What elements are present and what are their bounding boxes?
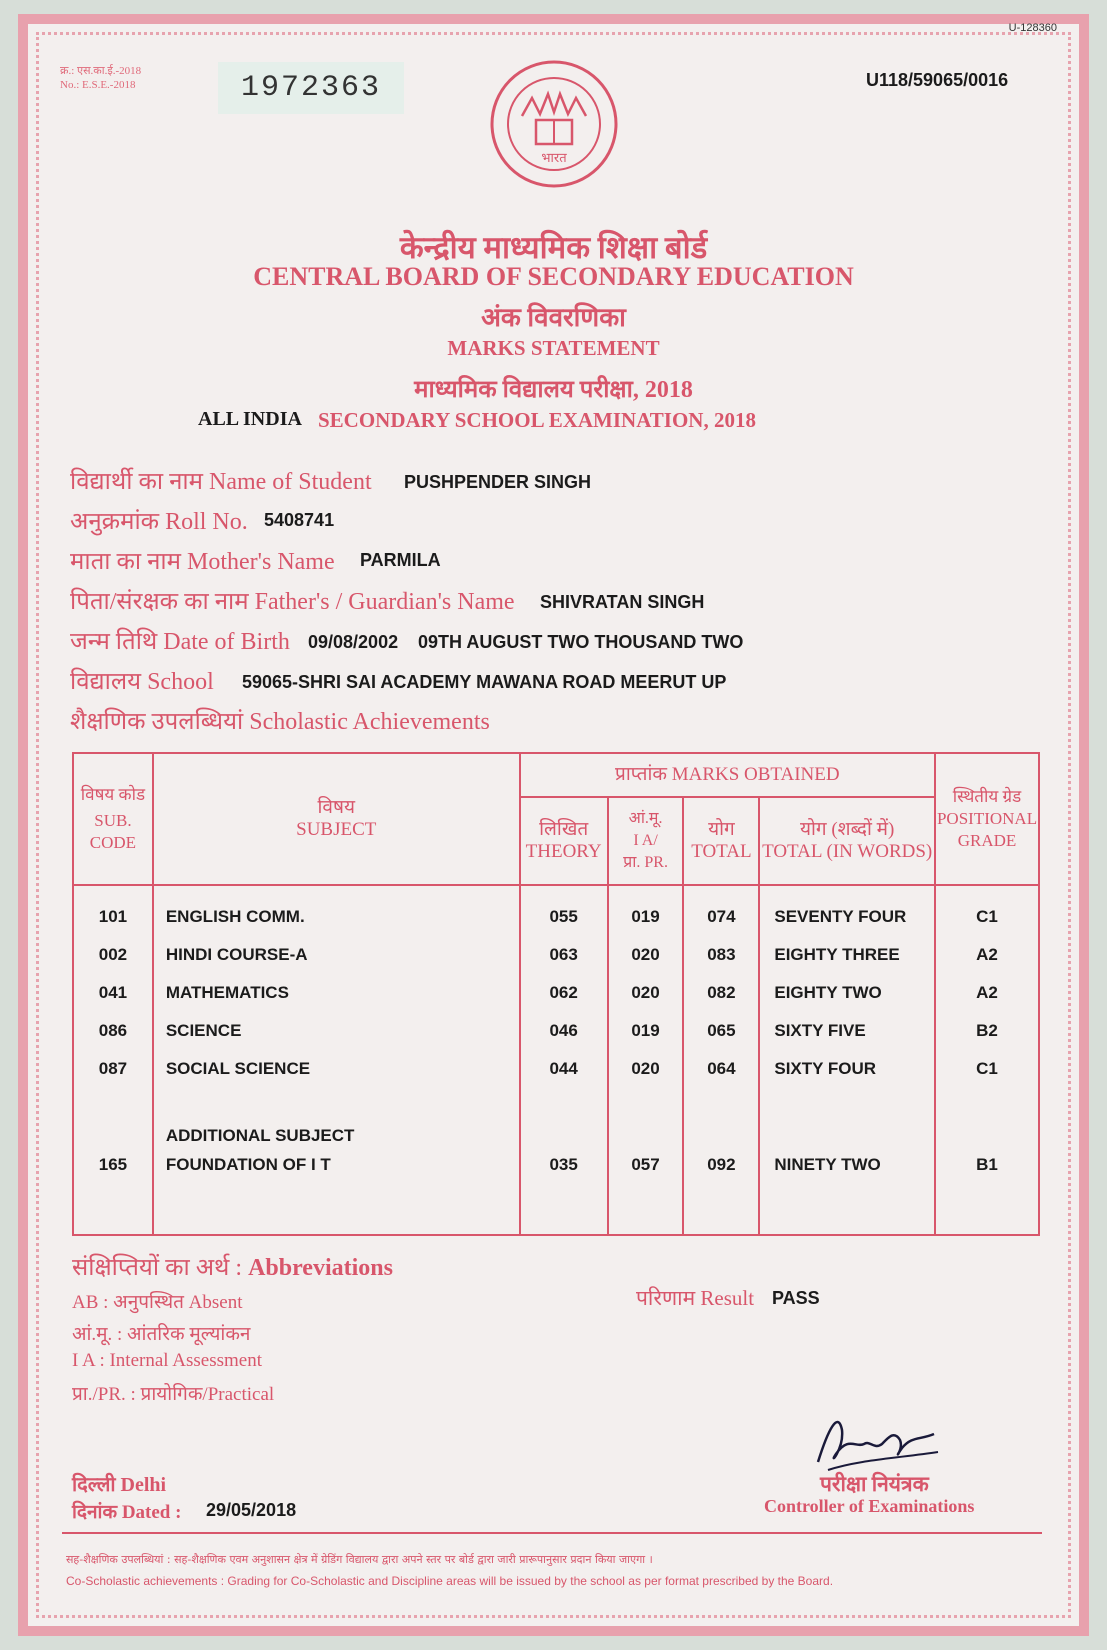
header-theory: लिखित THEORY (520, 797, 608, 885)
statement-title-english: MARKS STATEMENT (447, 336, 660, 360)
abbrev-internal-hindi: आं.मू. : आंतरिक मूल्यांकन (72, 1324, 251, 1345)
mother-name-label: माता का नाम Mother's Name (70, 549, 335, 575)
svg-text:भारत: भारत (541, 151, 567, 166)
header-total-words: योग (शब्दों में) TOTAL (IN WORDS) (759, 797, 935, 885)
theory-column: 055 063 062 046 044 035 (520, 885, 608, 1235)
roll-number: 5408741 (264, 510, 335, 530)
student-name-label: विद्यार्थी का नाम Name of Student (70, 469, 372, 495)
exam-title-english: SECONDARY SCHOOL EXAMINATION, 2018 (318, 408, 756, 432)
total-column: 074 083 082 065 064 092 (683, 885, 759, 1235)
controller-hindi: परीक्षा नियंत्रक (820, 1472, 929, 1496)
dob-words: 09TH AUGUST TWO THOUSAND TWO (418, 632, 744, 652)
father-name-label: पिता/संरक्षक का नाम Father's / Guardian's Name (70, 589, 515, 615)
school-name: 59065-SHRI SAI ACADEMY MAWANA ROAD MEERUT UP (242, 672, 727, 692)
abbrev-title: संक्षिप्तियों का अर्थ : Abbreviations (72, 1255, 393, 1281)
board-title-hindi: केन्द्रीय माध्यमिक शिक्षा बोर्ड (399, 230, 708, 265)
abbrev-absent: AB : अनुपस्थित Absent (72, 1292, 243, 1313)
dob: 09/08/2002 (308, 632, 399, 652)
header-sub-code: विषय कोड SUB. CODE (73, 753, 153, 885)
serial-number: 1972363 (218, 62, 404, 114)
stamp: क्र.: एस.का.ई.-2018 No.: E.S.E.-2018 (60, 65, 142, 91)
header-subject: विषय SUBJECT (153, 753, 520, 885)
scholastic-label: शैक्षणिक उपलब्धियां Scholastic Achievements (70, 709, 490, 735)
grade-column: C1 A2 A2 B2 C1 B1 (935, 885, 1039, 1235)
statement-title-hindi: अंक विवरणिका (481, 303, 626, 332)
roll-label: अनुक्रमांक Roll No. (70, 509, 248, 535)
marks-table (72, 752, 1040, 1236)
abbrev-internal: I A : Internal Assessment (72, 1350, 262, 1371)
school-label: विद्यालय School (70, 669, 214, 695)
footnote-hindi: सह-शैक्षणिक उपलब्धियां : सह-शैक्षणिक एवम अनुशासन क्षेत्र में ग्रेडिंग विद्यालय द्वारा अपने स्तर पर बोर्ड द्वारा जारी प्रारूपानुसार प्रदान किया जाएगा । (66, 1553, 653, 1566)
corner-serial: U-128360 (1008, 22, 1057, 34)
father-name: SHIVRATAN SINGH (540, 592, 705, 612)
additional-subject-label: ADDITIONAL SUBJECT (165, 1126, 355, 1145)
place: दिल्ली Delhi (72, 1474, 167, 1496)
subject-column: ENGLISH COMM. HINDI COURSE-A MATHEMATICS SCIENCE SOCIAL SCIENCE ADDITIONAL SUBJECT FOUNDATION OF I T (153, 885, 520, 1235)
code-column: 101 002 041 086 087 165 (73, 885, 153, 1235)
header-positional-grade: स्थितीय ग्रेड POSITIONAL GRADE (935, 753, 1039, 885)
ia-column: 019 020 020 019 020 057 (608, 885, 684, 1235)
abbrev-practical: प्रा./PR. : प्रायोगिक/Practical (72, 1384, 275, 1405)
exam-title-hindi: माध्यमिक विद्यालय परीक्षा, 2018 (414, 377, 693, 403)
exam-prefix: ALL INDIA (198, 408, 302, 430)
controller-english: Controller of Examinations (764, 1496, 975, 1516)
result-value: PASS (772, 1288, 820, 1308)
reference-code: U118/59065/0016 (866, 70, 1009, 90)
header-ia-pr: आं.मू. I A/ प्रा. PR. (608, 797, 684, 885)
student-name: PUSHPENDER SINGH (404, 472, 592, 492)
dated-value: 29/05/2018 (206, 1500, 297, 1520)
mother-name: PARMILA (360, 550, 441, 570)
header-total: योग TOTAL (683, 797, 759, 885)
header-marks-obtained: प्राप्तांक MARKS OBTAINED (520, 753, 935, 797)
signature-icon (808, 1400, 948, 1480)
board-title-english: CENTRAL BOARD OF SECONDARY EDUCATION (253, 262, 854, 291)
cbse-seal-icon (488, 58, 620, 198)
footer-divider (62, 1532, 1042, 1534)
footnote-english: Co-Scholastic achievements : Grading for Co-Scholastic and Discipline areas will be issued by the school as per format prescribed by the Board. (66, 1574, 834, 1588)
words-column: SEVENTY FOUR EIGHTY THREE EIGHTY TWO SIXTY FIVE SIXTY FOUR NINETY TWO (759, 885, 935, 1235)
dated-label: दिनांक Dated : (72, 1502, 182, 1523)
dob-label: जन्म तिथि Date of Birth (70, 629, 290, 655)
result-label: परिणाम Result (636, 1286, 755, 1310)
